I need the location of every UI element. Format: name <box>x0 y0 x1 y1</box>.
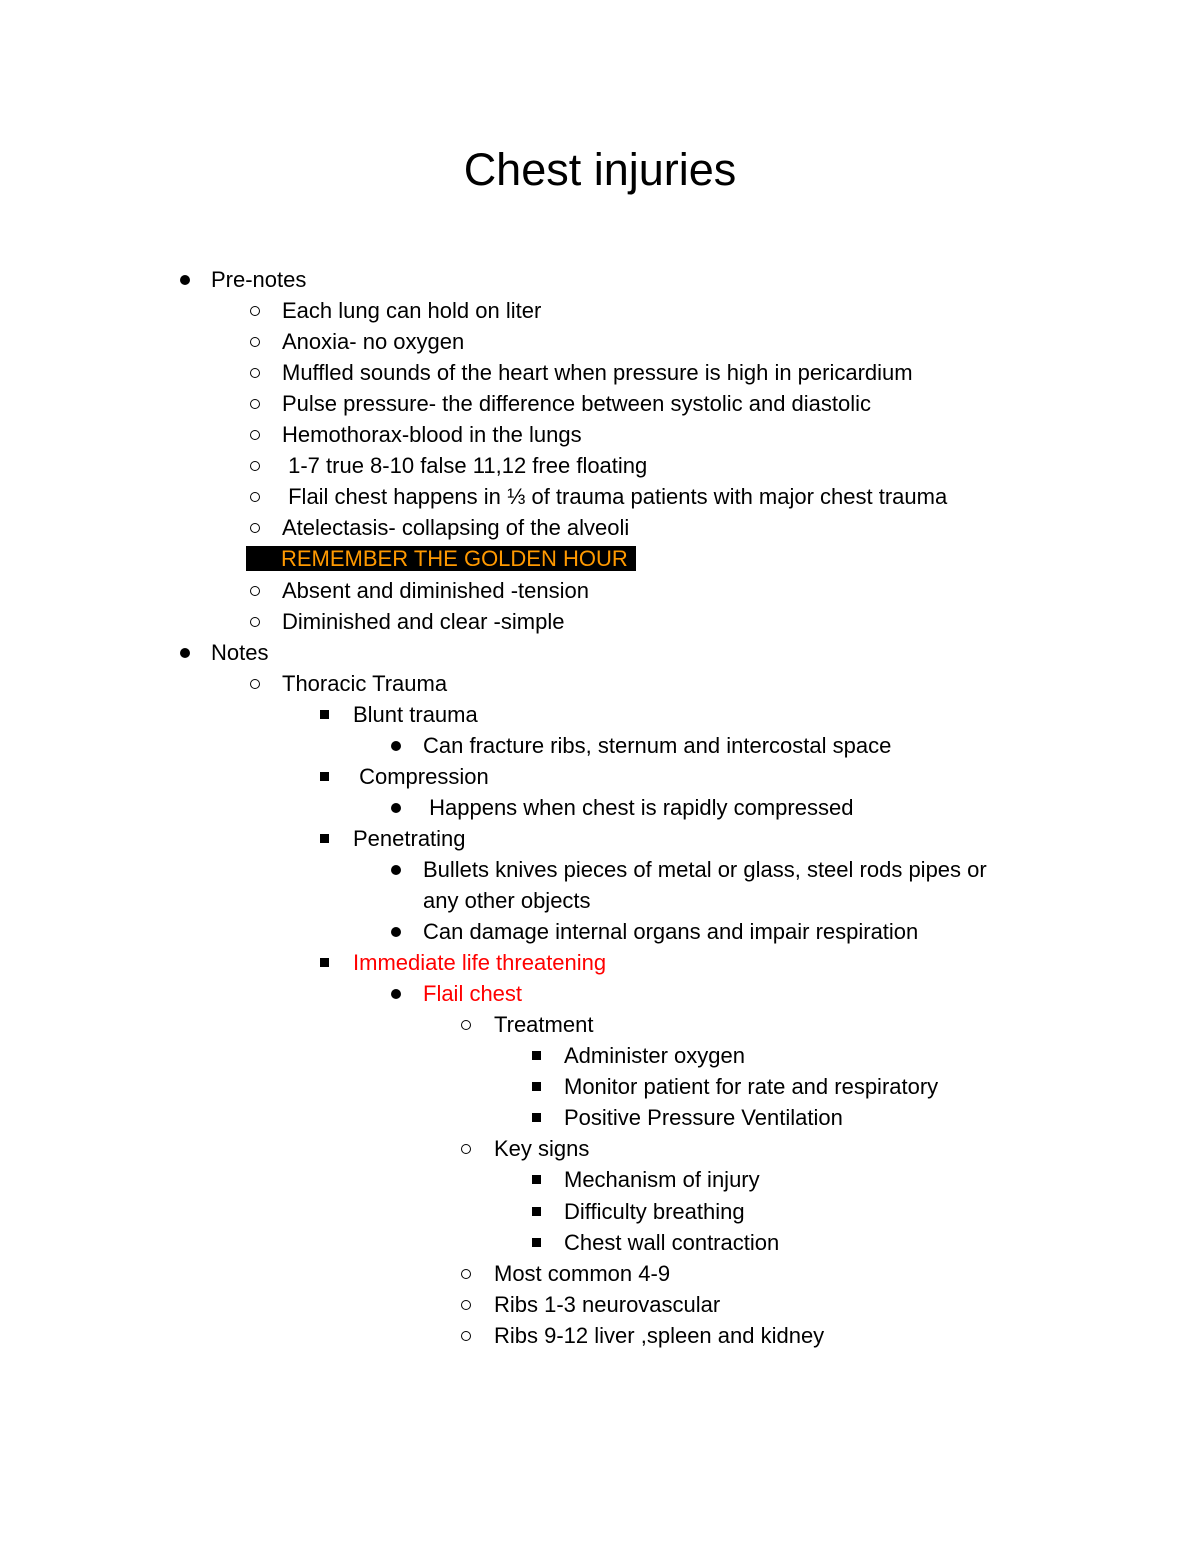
square-bullet-icon <box>532 1113 541 1122</box>
square-bullet-icon <box>320 772 329 781</box>
list-item-text: Ribs 9-12 liver ,spleen and kidney <box>494 1322 825 1348</box>
list-item-text: Monitor patient for rate and respiratory <box>564 1074 939 1100</box>
list-item-text: Mechanism of injury <box>564 1167 760 1193</box>
list-item-text: Blunt trauma <box>353 701 478 727</box>
list-item-text: Penetrating <box>353 825 466 851</box>
hollow-bullet-icon <box>250 617 260 627</box>
hollow-bullet-icon <box>250 306 260 316</box>
list-item-text: 1-7 true 8-10 false 11,12 free floating <box>282 453 648 479</box>
hollow-bullet-icon <box>250 586 260 596</box>
filled-bullet-icon <box>391 927 401 937</box>
square-bullet-icon <box>532 1082 541 1091</box>
highlighted-note: REMEMBER THE GOLDEN HOUR <box>246 546 636 571</box>
list-item-text: Positive Pressure Ventilation <box>564 1105 843 1131</box>
list-item-text: Pulse pressure- the difference between systolic and diastolic <box>282 391 872 417</box>
list-item-text: Ribs 1-3 neurovascular <box>494 1291 721 1317</box>
list-item-text: Flail chest happens in ⅓ of trauma patients with major chest trauma <box>282 484 948 510</box>
list-item-text: Compression <box>353 763 489 789</box>
square-bullet-icon <box>532 1051 541 1060</box>
list-item-text: Each lung can hold on liter <box>282 298 542 324</box>
square-bullet-icon <box>320 710 329 719</box>
square-bullet-icon <box>320 834 329 843</box>
filled-bullet-icon <box>391 865 401 875</box>
list-item-text: Difficulty breathing <box>564 1198 745 1224</box>
list-item-text: Most common 4-9 <box>494 1260 671 1286</box>
square-bullet-icon <box>532 1175 541 1184</box>
list-item-text: Immediate life threatening <box>353 950 607 976</box>
list-item-text: Treatment <box>494 1012 594 1038</box>
list-item-text: Muffled sounds of the heart when pressure is high in pericardium <box>282 360 913 386</box>
filled-bullet-icon <box>391 803 401 813</box>
list-item-text: Notes <box>211 639 269 665</box>
list-item-text: Chest wall contraction <box>564 1229 780 1255</box>
list-item-text: Flail chest <box>423 981 523 1007</box>
filled-bullet-icon <box>180 275 190 285</box>
square-bullet-icon <box>320 958 329 967</box>
list-item-text: Happens when chest is rapidly compressed <box>423 794 854 820</box>
hollow-bullet-icon <box>250 492 260 502</box>
list-item-text: Pre-notes <box>211 267 307 292</box>
hollow-bullet-icon <box>250 461 260 471</box>
square-bullet-icon <box>532 1238 541 1247</box>
hollow-bullet-icon <box>461 1020 471 1030</box>
list-item-text: Atelectasis- collapsing of the alveoli <box>282 515 630 541</box>
list-item-text: Anoxia- no oxygen <box>282 329 465 355</box>
hollow-bullet-icon <box>461 1331 471 1341</box>
list-item-text: Diminished and clear -simple <box>282 608 565 634</box>
square-bullet-icon <box>532 1207 541 1216</box>
list-item-text: Key signs <box>494 1136 590 1162</box>
document-title: Chest injuries <box>463 144 737 195</box>
list-item-text: Absent and diminished -tension <box>282 577 589 603</box>
hollow-bullet-icon <box>250 337 260 347</box>
hollow-bullet-icon <box>461 1144 471 1154</box>
list-item-text: Bullets knives pieces of metal or glass, steel rods pipes or <box>423 856 987 882</box>
list-item-text: Hemothorax-blood in the lungs <box>282 422 582 448</box>
filled-bullet-icon <box>391 741 401 751</box>
hollow-bullet-icon <box>250 523 260 533</box>
hollow-bullet-icon <box>250 679 260 689</box>
hollow-bullet-icon <box>250 399 260 409</box>
hollow-bullet-icon <box>250 430 260 440</box>
filled-bullet-icon <box>391 989 401 999</box>
hollow-bullet-icon <box>461 1300 471 1310</box>
hollow-bullet-icon <box>250 368 260 378</box>
list-item-text: Can damage internal organs and impair respiration <box>423 919 919 945</box>
list-item-text: Thoracic Trauma <box>282 670 448 696</box>
list-item-continuation: any other objects <box>423 888 591 913</box>
filled-bullet-icon <box>180 648 190 658</box>
hollow-bullet-icon <box>461 1269 471 1279</box>
list-item-text: Administer oxygen <box>564 1043 745 1069</box>
list-item-text: Can fracture ribs, sternum and intercostal space <box>423 732 892 758</box>
